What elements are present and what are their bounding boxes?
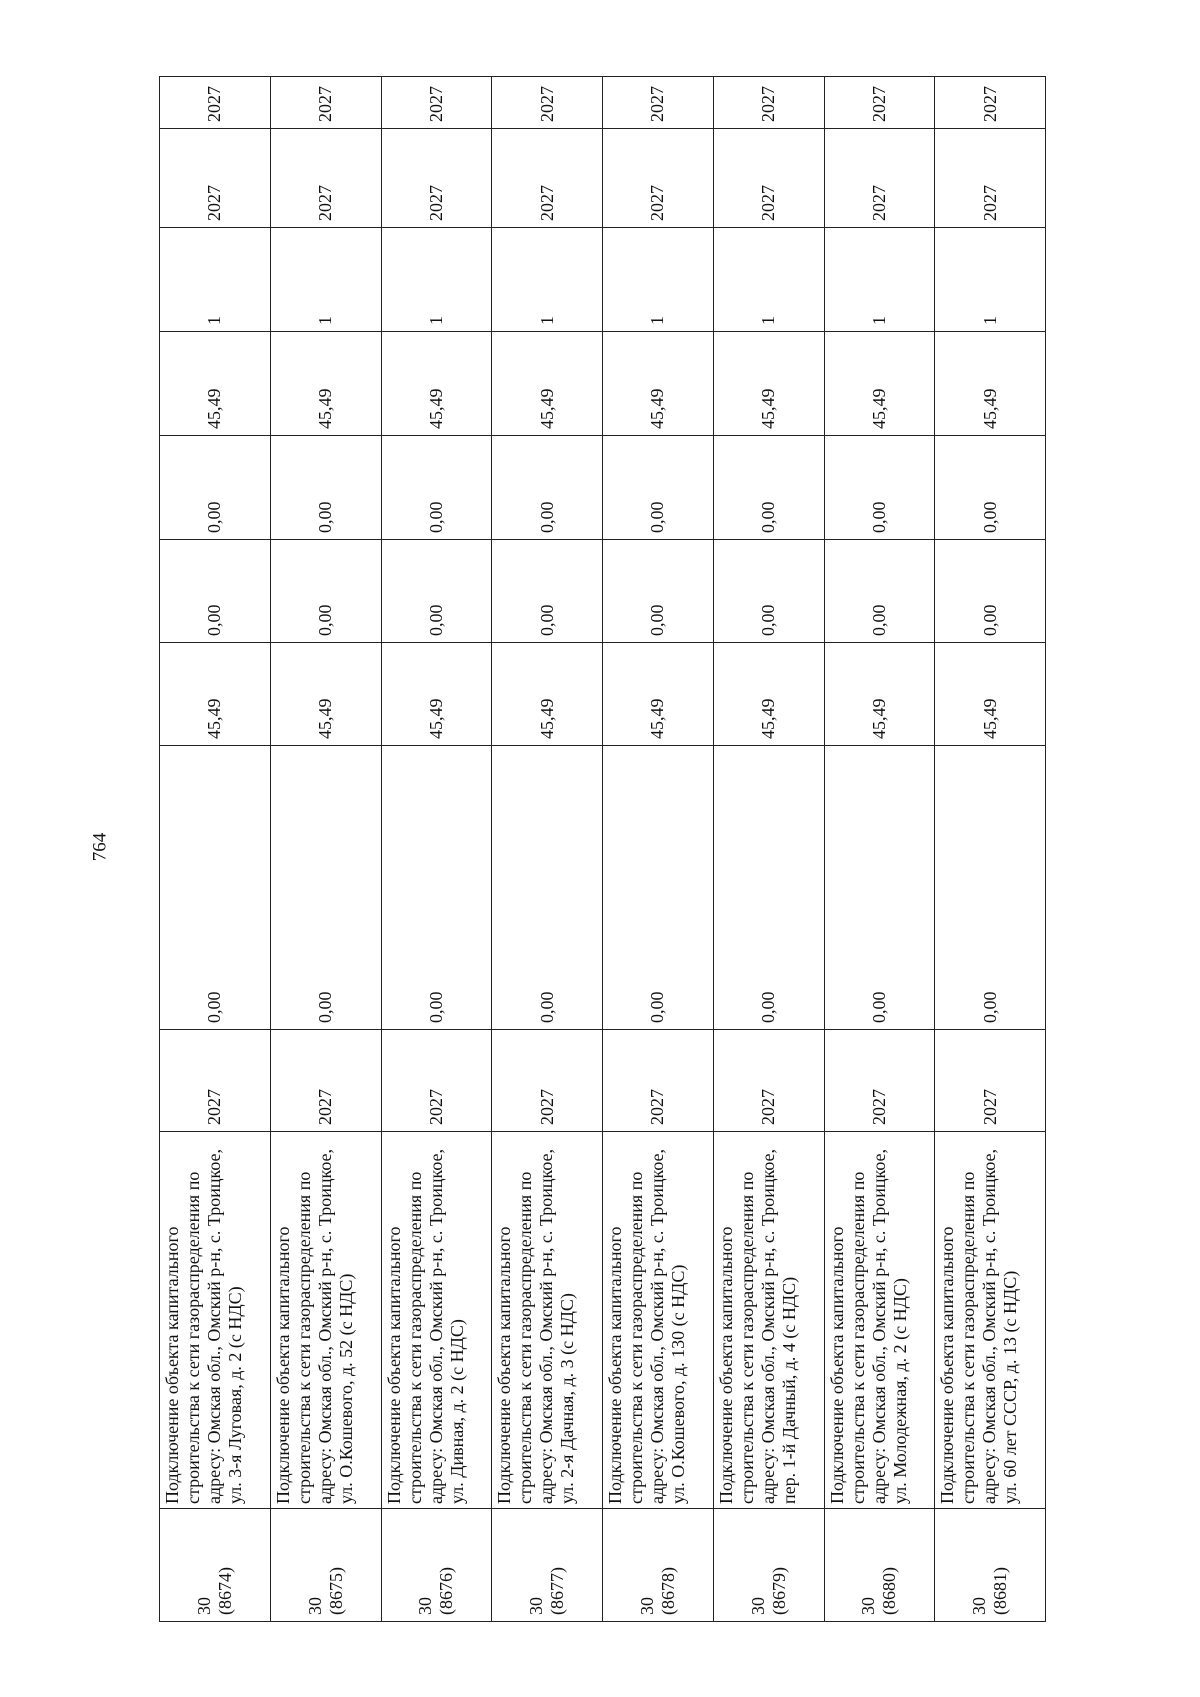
cell-id: 30 (8677) [492,1509,603,1622]
cell-c7: 1 [270,228,381,332]
cell-description: Подключение объекта капитального строительства к сети газораспределения по адресу: Омская обл., Омский р-н, с. Троицкое, ул. 2-я Дачная, д. 3 (с НДС) [492,1132,603,1509]
cell-c3: 45,49 [492,643,603,746]
investment-table [159,76,1046,1622]
cell-c2: 0,00 [935,746,1046,1030]
cell-description: Подключение объекта капитального строительства к сети газораспределения по адресу: Омская обл., Омский р-н, с. Троицкое, ул. Дивная, д. 2 (с НДС) [381,1132,492,1509]
cell-c7: 1 [935,228,1046,332]
cell-c2: 0,00 [824,746,935,1030]
cell-c9: 2027 [381,77,492,129]
page-number: 764 [89,832,111,862]
cell-c3: 45,49 [824,643,935,746]
cell-c8: 2027 [160,129,271,228]
cell-id: 30 (8680) [824,1509,935,1622]
cell-c5: 0,00 [603,436,714,540]
cell-c5: 0,00 [270,436,381,540]
cell-c6: 45,49 [492,332,603,436]
cell-c5: 0,00 [492,436,603,540]
cell-c2: 0,00 [492,746,603,1030]
cell-c3: 45,49 [935,643,1046,746]
cell-description: Подключение объекта капитального строительства к сети газораспределения по адресу: Омская обл., Омский р-н, с. Троицкое, ул. Молодежная, д. 2 (с НДС) [824,1132,935,1509]
table-row [824,77,935,1622]
cell-c7: 1 [603,228,714,332]
cell-c3: 45,49 [381,643,492,746]
table-row [160,77,271,1622]
cell-c4: 0,00 [935,540,1046,643]
cell-c5: 0,00 [935,436,1046,540]
cell-description: Подключение объекта капитального строительства к сети газораспределения по адресу: Омская обл., Омский р-н, с. Троицкое, ул. О.Кошевого, д. 130 (с НДС) [603,1132,714,1509]
cell-c5: 0,00 [824,436,935,540]
cell-c9: 2027 [270,77,381,129]
cell-c7: 1 [381,228,492,332]
cell-id: 30 (8674) [160,1509,271,1622]
cell-c7: 1 [824,228,935,332]
cell-c5: 0,00 [713,436,824,540]
cell-description: Подключение объекта капитального строительства к сети газораспределения по адресу: Омская обл., Омский р-н, с. Троицкое, ул. 60 лет СССР, д. 13 (с НДС) [935,1132,1046,1509]
cell-c3: 45,49 [713,643,824,746]
cell-c7: 1 [492,228,603,332]
cell-c1: 2027 [381,1030,492,1132]
cell-description: Подключение объекта капитального строительства к сети газораспределения по адресу: Омская обл., Омский р-н, с. Троицкое, ул. 3-я Луговая, д. 2 (с НДС) [160,1132,271,1509]
cell-c8: 2027 [381,129,492,228]
cell-c2: 0,00 [713,746,824,1030]
cell-id: 30 (8676) [381,1509,492,1622]
cell-c2: 0,00 [160,746,271,1030]
cell-c8: 2027 [603,129,714,228]
cell-c4: 0,00 [824,540,935,643]
cell-c4: 0,00 [160,540,271,643]
cell-c2: 0,00 [603,746,714,1030]
cell-id: 30 (8675) [270,1509,381,1622]
cell-description: Подключение объекта капитального строительства к сети газораспределения по адресу: Омская обл., Омский р-н, с. Троицкое, пер. 1-й Дачный, д. 4 (с НДС) [713,1132,824,1509]
cell-c4: 0,00 [713,540,824,643]
cell-c4: 0,00 [381,540,492,643]
cell-c1: 2027 [492,1030,603,1132]
cell-c9: 2027 [603,77,714,129]
cell-c4: 0,00 [492,540,603,643]
cell-c1: 2027 [713,1030,824,1132]
cell-c7: 1 [713,228,824,332]
table-row [713,77,824,1622]
cell-c5: 0,00 [160,436,271,540]
cell-c1: 2027 [603,1030,714,1132]
table-row [492,77,603,1622]
cell-c9: 2027 [492,77,603,129]
cell-c9: 2027 [824,77,935,129]
cell-id: 30 (8681) [935,1509,1046,1622]
cell-c5: 0,00 [381,436,492,540]
cell-c7: 1 [160,228,271,332]
cell-c8: 2027 [935,129,1046,228]
cell-c6: 45,49 [935,332,1046,436]
table-row [270,77,381,1622]
table-row [935,77,1046,1622]
cell-c6: 45,49 [603,332,714,436]
cell-id: 30 (8678) [603,1509,714,1622]
cell-c8: 2027 [713,129,824,228]
cell-c3: 45,49 [270,643,381,746]
cell-c2: 0,00 [270,746,381,1030]
cell-c6: 45,49 [824,332,935,436]
cell-c8: 2027 [270,129,381,228]
cell-c1: 2027 [935,1030,1046,1132]
cell-c6: 45,49 [381,332,492,436]
table-row [381,77,492,1622]
cell-id: 30 (8679) [713,1509,824,1622]
cell-description: Подключение объекта капитального строительства к сети газораспределения по адресу: Омская обл., Омский р-н, с. Троицкое, ул. О.Кошевого, д. 52 (с НДС) [270,1132,381,1509]
cell-c1: 2027 [160,1030,271,1132]
cell-c8: 2027 [492,129,603,228]
table-body [160,77,1046,1622]
cell-c8: 2027 [824,129,935,228]
cell-c4: 0,00 [270,540,381,643]
cell-c3: 45,49 [160,643,271,746]
cell-c6: 45,49 [270,332,381,436]
table-row [603,77,714,1622]
cell-c2: 0,00 [381,746,492,1030]
cell-c9: 2027 [935,77,1046,129]
cell-c3: 45,49 [603,643,714,746]
cell-c1: 2027 [824,1030,935,1132]
cell-c6: 45,49 [713,332,824,436]
cell-c9: 2027 [160,77,271,129]
cell-c6: 45,49 [160,332,271,436]
cell-c9: 2027 [713,77,824,129]
cell-c4: 0,00 [603,540,714,643]
rotated-table-container [159,77,1046,1622]
cell-c1: 2027 [270,1030,381,1132]
